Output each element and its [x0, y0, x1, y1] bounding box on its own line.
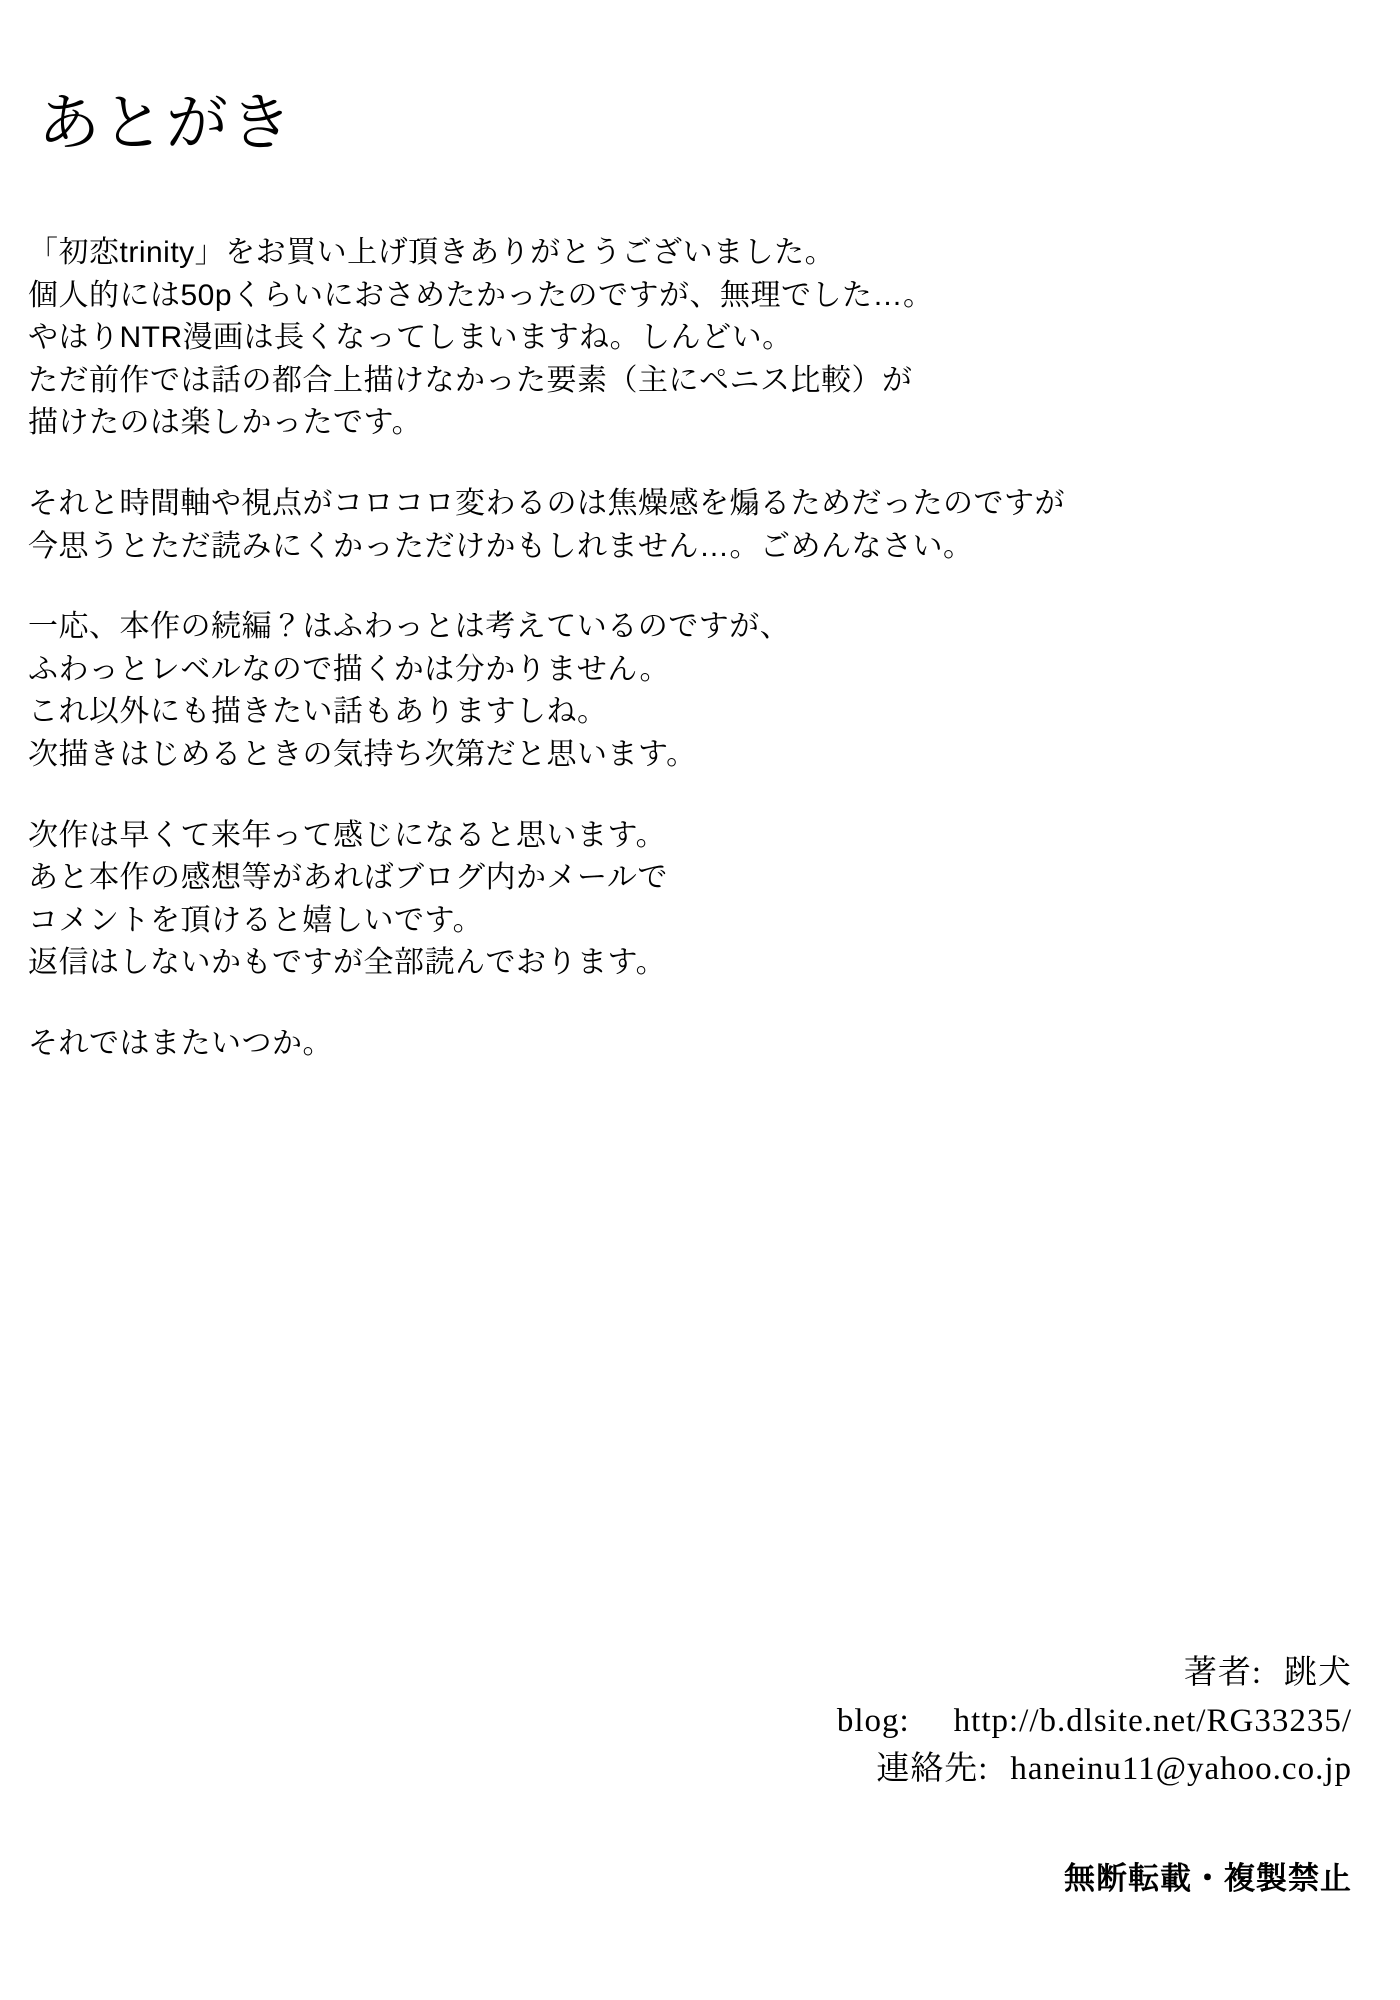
paragraph-closing	[28, 1023, 1208, 1066]
page-title: あとがき	[38, 88, 295, 158]
paragraph-line: 返信はしないかもですが全部読んでおります。	[28, 946, 667, 980]
footer-credits	[452, 1650, 1352, 1794]
author-line	[452, 1650, 1352, 1698]
blog-url[interactable]: http://b.dlsite.net/RG33235/	[953, 1702, 1352, 1739]
paragraph-line: これ以外にも描きたい話もありますしね。	[28, 695, 608, 729]
paragraph-sequel	[28, 606, 1208, 776]
paragraph-line: ただ前作では話の都合上描けなかった要素（主にペニス比較）が	[28, 363, 913, 397]
paragraph-line: 一応、本作の続編？はふわっとは考えているのですが、	[28, 610, 791, 644]
blog-label: blog:	[836, 1702, 910, 1739]
author-label: 著者:	[1183, 1655, 1262, 1691]
paragraph-line: あと本作の感想等があればブログ内かメールで	[28, 861, 668, 895]
blog-line	[452, 1698, 1352, 1746]
paragraph-line: 「初恋trinity」をお買い上げ頂きありがとうございました。	[28, 236, 836, 269]
paragraph-line: 今思うとただ読みにくかっただけかもしれません…。ごめんなさい。	[28, 529, 974, 563]
afterword-body	[28, 232, 1208, 1066]
paragraph-line: 個人的には50pくらいにおさめたかったのですが、無理でした…。	[28, 278, 934, 312]
paragraph-line: 次描きはじめるときの気持ち次第だと思います。	[28, 737, 697, 771]
copyright-notice: 無断転載・複製禁止	[1064, 1861, 1352, 1896]
author-name: 跳犬	[1284, 1655, 1352, 1691]
paragraph-line: 描けたのは楽しかったです。	[28, 406, 423, 440]
contact-email[interactable]: haneinu11@yahoo.co.jp	[1010, 1750, 1352, 1787]
paragraph-next-work	[28, 815, 1208, 985]
paragraph-line: コメントを頂けると嬉しいです。	[28, 903, 484, 937]
contact-line	[452, 1746, 1352, 1794]
paragraph-line: やはりNTR漫画は長くなってしまいますね。しんどい。	[28, 321, 793, 355]
paragraph-line: 次作は早くて来年って感じになると思います。	[28, 818, 667, 852]
paragraph-timeline	[28, 483, 1208, 568]
paragraph-thanks	[28, 232, 1208, 445]
paragraph-line: それと時間軸や視点がコロコロ変わるのは焦燥感を煽るためだったのですが	[28, 486, 1065, 520]
contact-label: 連絡先:	[876, 1750, 989, 1787]
paragraph-line: それではまたいつか。	[28, 1026, 333, 1060]
paragraph-line: ふわっとレベルなので描くかは分かりません。	[28, 652, 670, 686]
